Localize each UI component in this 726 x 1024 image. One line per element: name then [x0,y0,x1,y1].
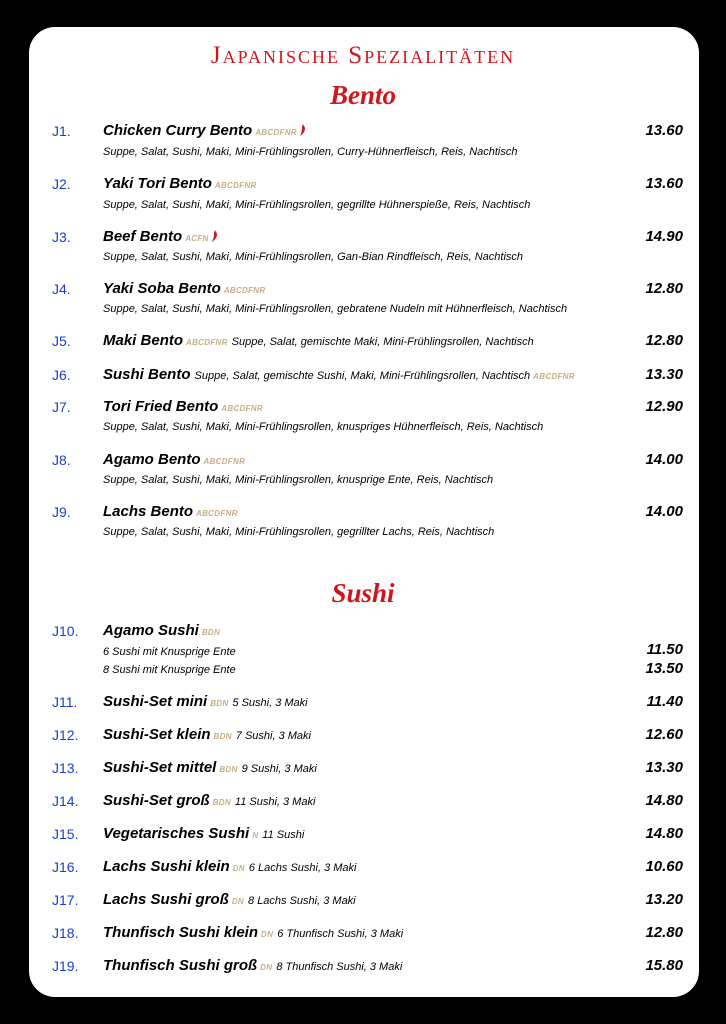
item-description: Suppe, Salat, Sushi, Maki, Mini-Frühlingsrollen, Curry-Hühnerfleisch, Reis, Nachtisch [103,146,518,158]
allergen-codes: ABCDFNR [533,372,575,381]
page-title: Japanische Spezialitäten [210,42,516,69]
item-description: 9 Sushi, 3 Maki [241,763,317,775]
item-description: Suppe, Salat, Sushi, Maki, Mini-Frühlingsrollen, knusprige Ente, Reis, Nachtisch [103,474,494,486]
item-price: 14.80 [645,792,683,809]
item-number: J2. [52,176,71,192]
allergen-codes: ABCDFNR [223,286,266,295]
item-price: 12.80 [645,332,683,349]
allergen-codes: ABCDFNR [221,404,263,413]
item-name: Sushi-Set klein BDN 7 Sushi, 3 Maki [103,726,311,743]
item-number: J1. [52,123,71,139]
item-description: 8 Lachs Sushi, 3 Maki [248,895,356,907]
allergen-codes: ABCDFNR [203,457,246,466]
item-description: Suppe, Salat, Sushi, Maki, Mini-Frühlingsrollen, gegrillte Hühnerspieße, Reis, Nachtisch [103,199,531,211]
item-name: Sushi-Set mini BDN 5 Sushi, 3 Maki [103,693,308,710]
item-price: 13.60 [645,175,683,192]
item-description: 5 Sushi, 3 Maki [232,697,308,709]
item-name: Lachs Sushi groß DN 8 Lachs Sushi, 3 Maki [103,891,356,908]
item-number: J9. [52,504,71,520]
item-name: Vegetarisches Sushi N 11 Sushi [103,825,305,842]
chili-icon [299,124,306,136]
item-number: J12. [52,727,79,743]
item-number: J18. [52,925,79,941]
item-number: J10. [52,623,79,639]
section-heading-bento: Bento [329,80,396,110]
item-variant-price: 13.50 [645,660,683,677]
item-description: 7 Sushi, 3 Maki [235,730,311,742]
item-price: 15.80 [645,957,683,974]
item-description: Suppe, Salat, Sushi, Maki, Mini-Frühlingsrollen, Gan-Bian Rindfleisch, Reis, Nachtisch [103,251,524,263]
item-name: Yaki Tori Bento ABCDFNR [103,175,257,192]
allergen-codes: ABCDFNR [196,509,238,518]
item-number: J16. [52,859,79,875]
item-name: Chicken Curry Bento ABCDFNR [103,122,306,139]
item-description: 11 Sushi [262,829,305,841]
item-name: Tori Fried Bento ABCDFNR [103,398,263,415]
item-name: Yaki Soba Bento ABCDFNR [103,280,266,297]
item-name: Maki Bento ABCDFNR Suppe, Salat, gemischte Maki, Mini-Frühlingsrollen, Nachtisch [103,332,534,349]
item-price: 14.90 [645,228,683,245]
item-number: J13. [52,760,79,776]
item-variant-price: 11.50 [646,641,683,658]
item-number: J11. [52,694,78,710]
item-price: 12.60 [645,726,683,743]
item-price: 12.80 [645,280,683,297]
item-name: Agamo Sushi BDN [103,622,221,639]
allergen-codes: BDN [212,798,231,807]
item-price: 13.30 [645,759,683,776]
item-price: 14.80 [645,825,683,842]
item-price: 13.30 [645,366,683,383]
item-number: J3. [52,229,71,245]
allergen-codes: DN [232,864,245,873]
item-description: Suppe, Salat, Sushi, Maki, Mini-Frühlingsrollen, gegrillter Lachs, Reis, Nachtisch [103,526,495,538]
item-description: Suppe, Salat, gemischte Sushi, Maki, Mini-Frühlingsrollen, Nachtisch [194,370,531,382]
item-number: J14. [52,793,79,809]
item-name: Lachs Sushi klein DN 6 Lachs Sushi, 3 Maki [103,858,357,875]
allergen-codes: BDN [210,699,229,708]
item-description: 8 Thunfisch Sushi, 3 Maki [276,961,403,973]
allergen-codes: DN [261,930,274,939]
item-price: 13.20 [645,891,683,908]
allergen-codes: BDN [201,628,221,637]
item-name: Lachs Bento ABCDFNR [103,503,238,520]
item-price: 13.60 [645,122,683,139]
item-price: 10.60 [645,858,683,875]
item-name: Thunfisch Sushi groß DN 8 Thunfisch Sushi, 3 Maki [103,957,403,974]
item-description: Suppe, Salat, Sushi, Maki, Mini-Frühlingsrollen, knuspriges Hühnerfleisch, Reis, Nachtisch [103,421,544,433]
item-description: 6 Thunfisch Sushi, 3 Maki [277,928,404,940]
allergen-codes: DN [231,897,245,906]
item-number: J15. [52,826,79,842]
item-name: Sushi Bento Suppe, Salat, gemischte Sushi, Maki, Mini-Frühlingsrollen, Nachtisch ABCDFNR [103,366,575,383]
item-name: Beef Bento ACFN [103,228,218,245]
item-price: 11.40 [646,693,683,710]
allergen-codes: N [252,831,259,840]
item-description: 6 Lachs Sushi, 3 Maki [248,862,357,874]
item-variant-label: 8 Sushi mit Knusprige Ente [103,664,236,676]
allergen-codes: DN [260,963,273,972]
item-name: Sushi-Set groß BDN 11 Sushi, 3 Maki [103,792,316,809]
item-description: 11 Sushi, 3 Maki [234,796,316,808]
item-name: Agamo Bento ABCDFNR [103,451,246,468]
item-price: 14.00 [645,503,683,520]
item-number: J5. [52,333,71,349]
item-number: J6. [52,367,71,383]
item-number: J7. [52,399,71,415]
item-number: J4. [52,281,71,297]
allergen-codes: BDN [219,765,238,774]
item-description: Suppe, Salat, Sushi, Maki, Mini-Frühlingsrollen, gebratene Nudeln mit Hühnerfleisch, Nachtisch [103,303,568,315]
allergen-codes: ABCDFNR [214,181,257,190]
section-heading-sushi: Sushi [331,578,395,608]
item-price: 12.80 [645,924,683,941]
item-description: Suppe, Salat, gemischte Maki, Mini-Frühlingsrollen, Nachtisch [231,336,534,348]
item-number: J8. [52,452,71,468]
item-variant-label: 6 Sushi mit Knusprige Ente [103,646,236,658]
item-price: 12.90 [645,398,683,415]
item-name: Thunfisch Sushi klein DN 6 Thunfisch Sushi, 3 Maki [103,924,404,941]
allergen-codes: ABCDFNR [255,128,297,137]
item-number: J17. [52,892,79,908]
chili-icon [211,230,218,242]
item-number: J19. [52,958,79,974]
allergen-codes: ABCDFNR [186,338,228,347]
item-name: Sushi-Set mittel BDN 9 Sushi, 3 Maki [103,759,317,776]
allergen-codes: ACFN [185,234,209,243]
item-price: 14.00 [645,451,683,468]
allergen-codes: BDN [213,732,232,741]
